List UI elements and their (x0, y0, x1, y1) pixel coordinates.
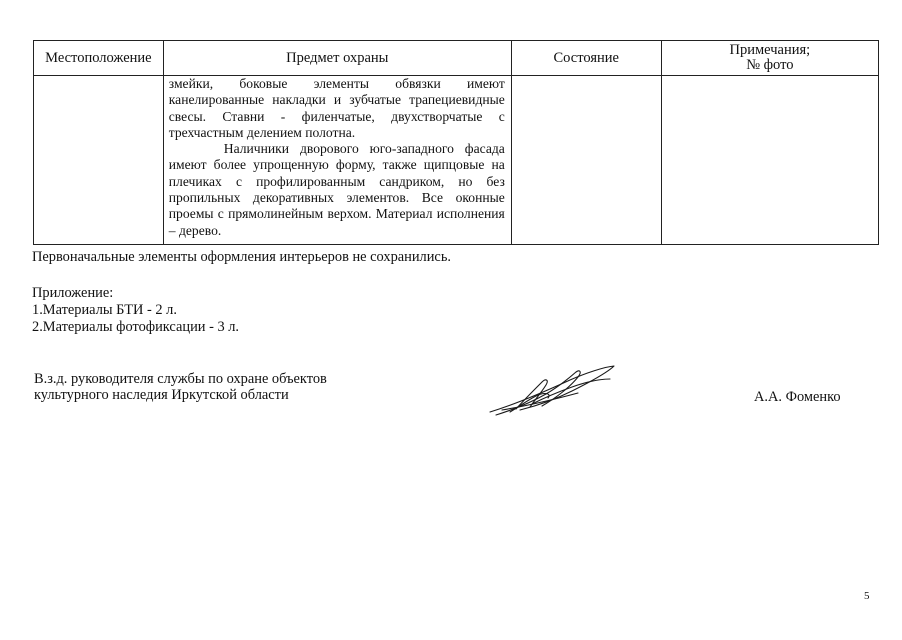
header-subject: Предмет охраны (163, 41, 511, 76)
header-location: Местоположение (34, 41, 164, 76)
protection-subject-table (33, 40, 879, 245)
subject-paragraph-2: Наличники дворового юго-западного фасада имеют более упрощенную форму, также щипцовые на плечиках с профилированным сандриком, но без пропильных декоративных элементов. Все оконные проемы с прямолинейным верхом. Материал исполнения – дерево. (168, 141, 505, 238)
signatory-role-line-1: В.з.д. руководителя службы по охране объектов (34, 371, 327, 387)
page-number: 5 (864, 590, 870, 602)
signatory-role-line-2: культурного наследия Иркутской области (34, 387, 289, 403)
signatory-role (34, 371, 327, 403)
appendix-item-1: 1.Материалы БТИ - 2 л. (32, 302, 177, 318)
table-header-row (34, 41, 879, 76)
appendix-title: Приложение: (32, 285, 114, 301)
header-notes-line1: Примечания; (729, 42, 811, 58)
table-row (34, 76, 879, 245)
header-notes-line2: № фото (746, 57, 794, 73)
interior-note: Первоначальные элементы оформления интерьеров не сохранились. (32, 249, 451, 265)
cell-subject (163, 76, 511, 245)
header-condition: Состояние (511, 41, 661, 76)
header-notes (661, 41, 878, 76)
signatory-name: А.А. Фоменко (754, 389, 841, 405)
cell-location (34, 76, 164, 245)
handwritten-signature (486, 360, 618, 420)
appendix-item-2: 2.Материалы фотофиксации - 3 л. (32, 319, 240, 335)
cell-notes (661, 76, 878, 245)
cell-condition (511, 76, 661, 245)
subject-paragraph-1: змейки, боковые элементы обвязки имеют канелированные накладки и зубчатые трапециевидные свесы. Ставни - филенчатые, двухстворчатые с трехчастным делением полотна. (168, 76, 505, 140)
